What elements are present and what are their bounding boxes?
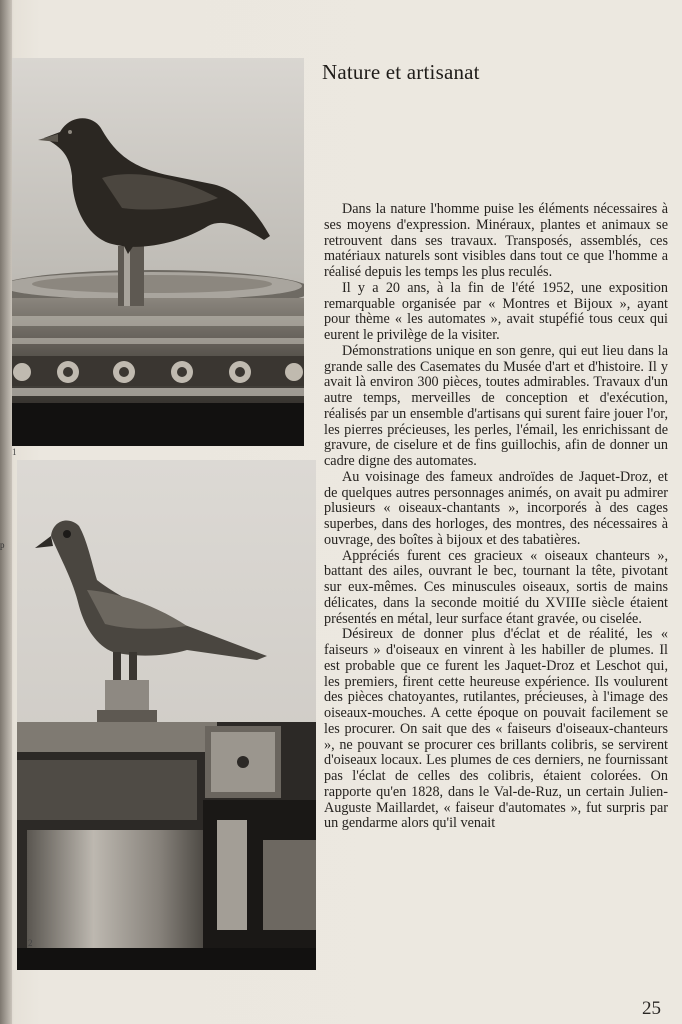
page-number: 25 <box>642 998 661 1019</box>
photo-caption-number: 1 <box>12 447 17 457</box>
photo-caption-number: 2 <box>28 938 33 948</box>
paragraph: Démonstrations unique en son genre, qui eut lieu dans la grande salle des Casemates du Musée d'art et d'histoire. Il y avait là environ 300 pièces, toutes admirables. Travaux d'un autre temps, merveilles de conception et d'exécution, réalisés par un ensemble d'artisans qui surent faire jouer l'or, les pierres précieuses, les perles, l'émail, les enrichissant de gravure, de ciselure et de fins guillochis, afin de donner un cadre digne des automates. <box>324 342 668 469</box>
book-gutter <box>0 0 12 1024</box>
photo-feathered-bird <box>12 58 304 446</box>
paragraph: Au voisinage des fameux androïdes de Jaquet-Droz, et de quelques autres personnages animés, on avait pu admirer plusieurs « oiseaux-chantants », incorporés à des cages superbes, dans des horloges, des montres, des nécessaires à ouvrage, des boîtes à bijoux et des tabatières. <box>324 468 668 548</box>
paragraph: Désireux de donner plus d'éclat et de réalité, les « faiseurs » d'oiseaux en vinrent à les habiller de plumes. Il est probable que ce furent les Jaquet-Droz et Leschot qui, les premiers, firent cette heureuse expérience. Ils voulurent des pièces chatoyantes, rutilantes, précieuses, à l'image des oiseaux-mouches. A cette époque on pouvait facilement se les procurer. On sait que des « faiseurs d'oiseaux-chanteurs », ne pouvant se procurer ces brillants colibris, se servirent d'oiseaux locaux. Les plumes de ces derniers, ne fournissant pas l'éclat de celles des colibris, étaient colorées. On rapporte qu'en 1828, dans le Val-de-Ruz, un certain Julien-Auguste Maillardet, « faiseur d'automates », fut surpris par un gendarme alors qu'il venait <box>324 626 668 832</box>
photo-metal-bird <box>17 460 316 970</box>
feathered-bird-image <box>12 58 304 446</box>
adjacent-page-fragment: p <box>0 540 5 550</box>
article-title: Nature et artisanat <box>322 60 480 84</box>
paragraph: Appréciés furent ces gracieux « oiseaux chanteurs », battant des ailes, ouvrant le bec, tournant la tête, pivotant sur eux-mêmes. Ces minuscules oiseaux, sortis de mains délicates, dans la seconde moitié du XVIIIe siècle étaient présentés en métal, leur surface étant gravée, ou ciselée. <box>324 547 668 627</box>
paragraph: Dans la nature l'homme puise les éléments nécessaires à ses moyens d'expression. Minéraux, plantes et animaux se retrouvent dans ses travaux. Transposés, assemblés, ces matériaux naturels sont visibles dans tout ce que l'homme a réalisé depuis les temps les plus reculés. <box>324 201 668 280</box>
paragraph: Il y a 20 ans, à la fin de l'été 1952, une exposition remarquable organisée par « Montres et Bijoux », ayant pour thème « les automates », avait stupéfié tous ceux qui eurent le privilège de la visiter. <box>324 279 668 343</box>
article-body <box>324 202 668 832</box>
metal-bird-image <box>17 460 316 970</box>
